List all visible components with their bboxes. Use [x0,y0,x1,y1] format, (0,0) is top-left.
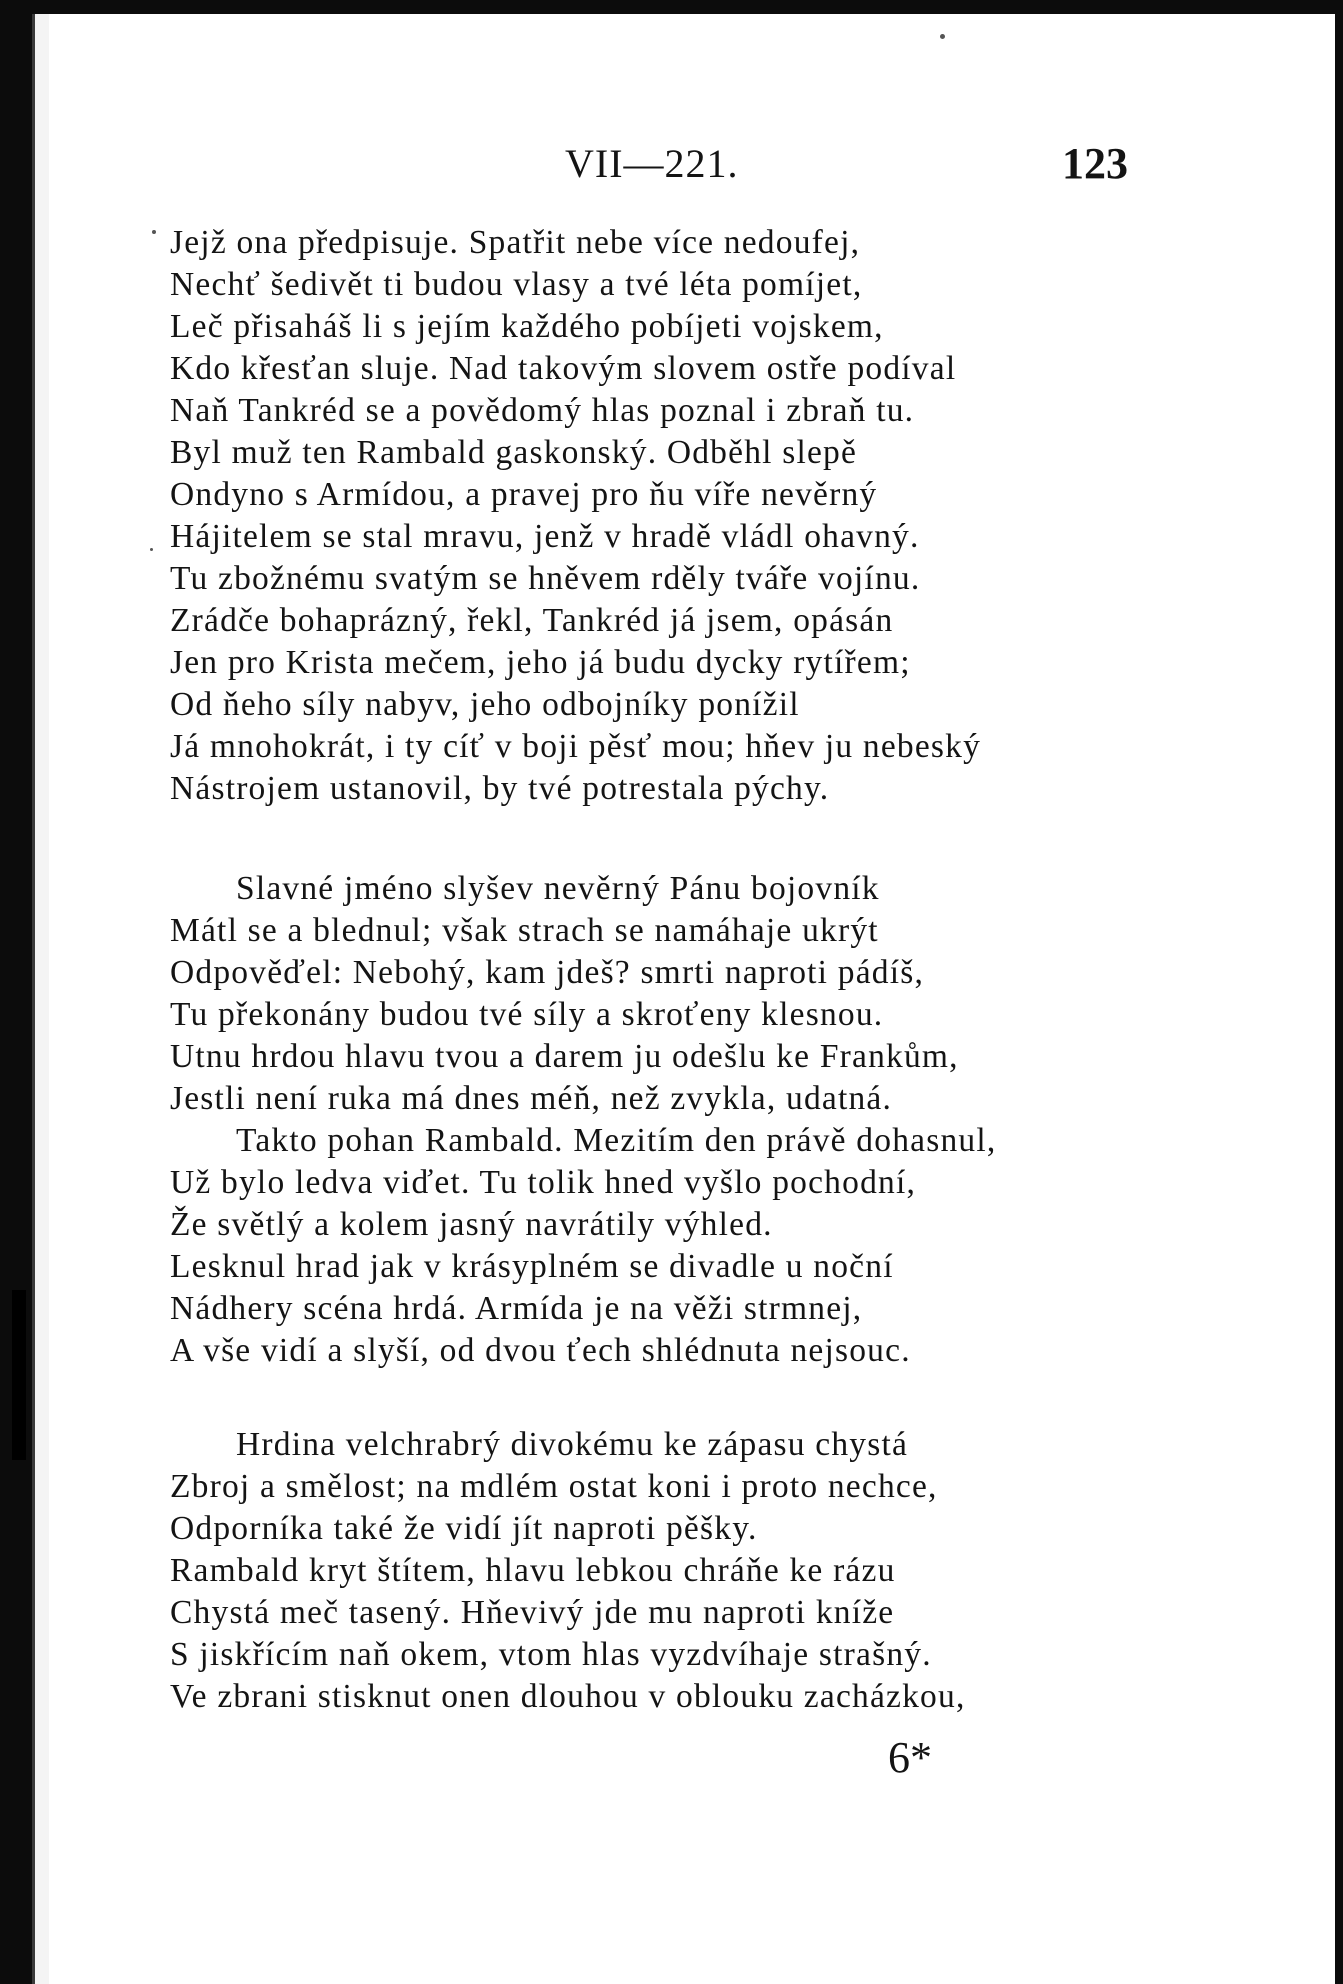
verse-line: Hájitelem se stal mravu, jenž v hradě vládl ohavný. [170,518,920,555]
paper-speck [152,230,156,234]
verse-line: Ve zbrani stisknut onen dlouhou v oblouku zacházkou, [170,1678,966,1715]
paper-speck [150,548,153,551]
verse-line: Nádhery scéna hrdá. Armída je na věži strmnej, [170,1290,863,1327]
running-head: VII—221. [565,141,739,186]
verse-line: A vše vidí a slyší, od dvou ťech shlédnuta nejsouc. [170,1332,911,1369]
verse-line: Tu zbožnému svatým se hněvem rděly tváře vojínu. [170,560,921,597]
verse-line: Takto pohan Rambald. Mezitím den právě dohasnul, [236,1122,997,1159]
verse-line: Mátl se a blednul; však strach se namáhaje ukrýt [170,912,879,949]
paper-speck [940,34,945,39]
page-number: 123 [1062,139,1128,188]
verse-line: Tu překonány budou tvé síly a skroťeny klesnou. [170,996,884,1033]
binding-shadow [12,1290,26,1460]
verse-line: Utnu hrdou hlavu tvou a darem ju odešlu ke Frankům, [170,1038,959,1075]
verse-line: Rambald kryt štítem, hlavu lebkou chráňe ke rázu [170,1552,896,1589]
verse-line: Už bylo ledva viďet. Tu tolik hned vyšlo pochodní, [170,1164,917,1201]
stanza [170,222,1170,810]
verse-line: Jestli není ruka má dnes méň, než zvykla, udatná. [170,1080,893,1117]
verse-line: Leč přisaháš li s jejím každého pobíjeti vojskem, [170,308,884,345]
page-gutter [32,14,49,1984]
verse-line: Zrádče bohaprázný, řekl, Tankréd já jsem, opásán [170,602,894,639]
verse-line: Že světlý a kolem jasný navrátily výhled. [170,1206,773,1243]
verse-line: Jejž ona předpisuje. Spatřit nebe více nedoufej, [170,224,861,261]
verse-line: Ondyno s Armídou, a pravej pro ňu víře nevěrný [170,476,878,513]
stanza [170,1424,1170,1718]
scan-border-left [0,0,32,1984]
scan-border-top [0,0,1343,14]
verse-line: Jen pro Krista mečem, jeho já budu dycky rytířem; [170,644,911,681]
verse-line: Naň Tankréd se a povědomý hlas poznal i zbraň tu. [170,392,915,429]
verse-line: Hrdina velchrabrý divokému ke zápasu chystá [236,1426,909,1463]
verse-line: Slavné jméno slyšev nevěrný Pánu bojovník [236,870,880,907]
verse-line: Nechť šedivět ti budou vlasy a tvé léta pomíjet, [170,266,863,303]
signature-mark: 6* [888,1733,932,1782]
verse-line: Chystá meč tasený. Hňevivý jde mu naproti kníže [170,1594,895,1631]
verse-line: Zbroj a smělost; na mdlém ostat koni i proto nechce, [170,1468,938,1505]
stanza [170,868,1170,1372]
verse-line: Lesknul hrad jak v krásyplném se divadle u noční [170,1248,894,1285]
verse-line: Já mnohokrát, i ty cíť v boji pěsť mou; hňev ju nebeský [170,728,982,765]
verse-line: Odporníka také že vidí jít naproti pěšky. [170,1510,758,1547]
verse-line: Odpověďel: Nebohý, kam jdeš? smrti naproti pádíš, [170,954,925,991]
verse-line: S jiskřícím naň okem, vtom hlas vyzdvíhaje strašný. [170,1636,932,1673]
verse-line: Nástrojem ustanovil, by tvé potrestala pýchy. [170,770,830,807]
verse-line: Od ňeho síly nabyv, jeho odbojníky ponížil [170,686,800,723]
scan-border-right [1335,0,1343,1984]
verse-line: Byl muž ten Rambald gaskonský. Odběhl slepě [170,434,858,471]
verse-line: Kdo křesťan sluje. Nad takovým slovem ostře podíval [170,350,957,387]
